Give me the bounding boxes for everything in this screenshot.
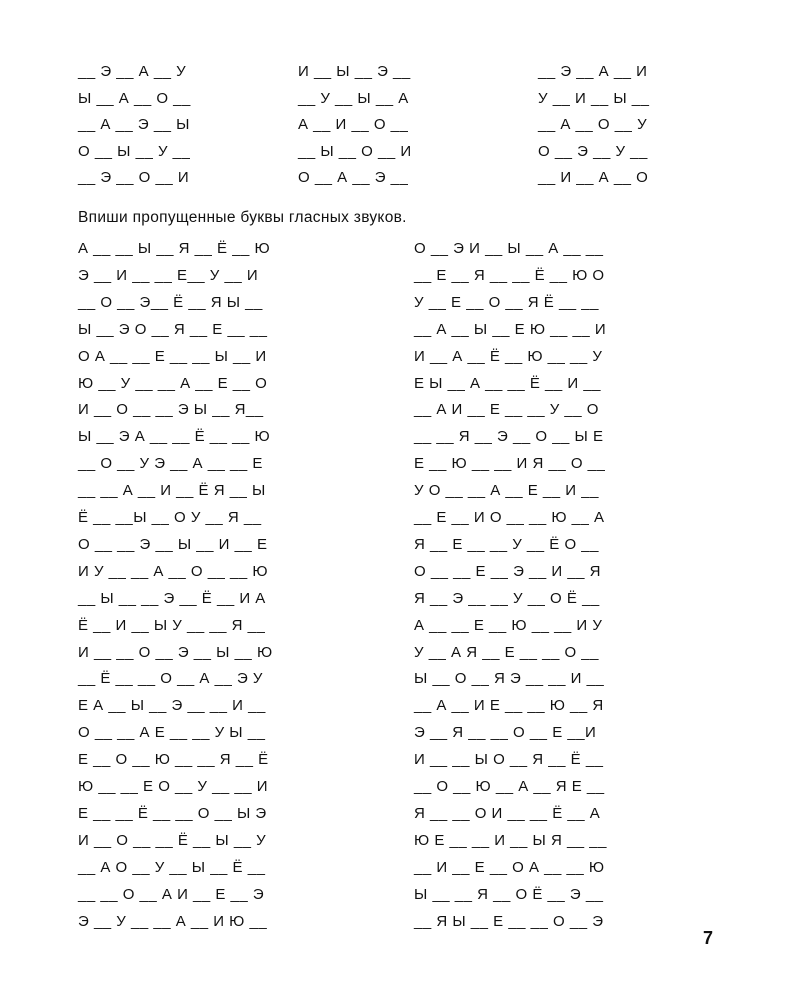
exercise-line: __ Э __ А __ У [78, 63, 187, 80]
exercise-line: О __ __ Э __ Ы __ И __ Е [78, 535, 268, 553]
exercise-line: __ О __ У Э __ А __ __ Е [78, 455, 263, 473]
exercise-line: О __ А __ Э __ [298, 169, 409, 186]
exercise-line: О __ Э И __ Ы __ А __ __ [414, 240, 604, 257]
exercise-line: И У __ __ А __ О __ __ Ю [78, 562, 269, 580]
exercise-line: О __ Ы __ У __ [78, 142, 191, 160]
exercise-line: О __ Э __ У __ [538, 142, 648, 160]
exercise-line: __ А О __ У __ Ы __ Ё __ [78, 858, 266, 876]
exercise-line: __ Я Ы __ Е __ __ О __ Э [414, 912, 604, 930]
exercise-line: Э __ Я __ __ О __ Е __И [414, 724, 597, 742]
exercise-line: Ы __ О __ Я Э __ __ И __ [414, 670, 605, 688]
exercise-line: __ А __ И Е __ __ Ю __ Я [414, 697, 604, 715]
exercise-line: Е Ы __ А __ __ Ё __ И __ [414, 374, 602, 392]
exercise-line: О __ __ А Е __ __ У Ы __ [78, 724, 266, 742]
exercise-line: __ А __ Ы __ Е Ю __ __ И [414, 320, 607, 338]
exercise-line: И __ А __ Ё __ Ю __ __ У [414, 347, 603, 365]
exercise-line: __ Ё __ __ О __ А __ Э У [78, 670, 263, 688]
exercise-line: __ __ А __ И __ Ё Я __ Ы [78, 482, 266, 500]
exercise-line: Я __ Е __ __ У __ Ё О __ [414, 535, 599, 553]
exercise-line: __ Е __ Я __ __ Ё __ Ю О [414, 266, 605, 284]
exercise-line: Я __ Э __ __ У __ О Ё __ [414, 589, 600, 607]
exercise-line: __ Е __ И О __ __ Ю __ А [414, 509, 605, 526]
instruction-text: Впиши пропущенные буквы гласных звуков. [78, 209, 407, 226]
exercise-line: Ю __ У __ __ А __ Е __ О [78, 374, 268, 392]
exercise-line: О А __ __ Е __ __ Ы __ И [78, 347, 267, 365]
exercise-line: Э __ И __ __ Е__ У __ И [78, 266, 259, 284]
exercise-line: И __ О __ __ Ё __ Ы __ У [78, 831, 267, 849]
exercise-line: Е __ __ Ё __ __ О __ Ы Э [78, 804, 267, 822]
exercise-line: Ю Е __ __ И __ Ы Я __ __ [414, 831, 607, 849]
exercise-line: Ы __ __ Я __ О Ё __ Э __ [414, 885, 604, 903]
exercise-line: __ Ы __ О __ И [298, 142, 412, 160]
exercise-line: __ А И __ Е __ __ У __ О [414, 401, 599, 419]
exercise-line: И __ __ О __ Э __ Ы __ Ю [78, 643, 273, 661]
exercise-line: У __ А Я __ Е __ __ О __ [414, 643, 599, 661]
exercise-line: У О __ __ А __ Е __ И __ [414, 482, 599, 500]
exercise-line: __ У __ Ы __ А [298, 89, 409, 107]
exercise-line: __ И __ А __ О [538, 169, 649, 186]
exercise-line: Ё __ __Ы __ О У __ Я __ [78, 509, 262, 526]
exercise-line: __ А __ Э __ Ы [78, 116, 190, 133]
exercise-line: А __ __ Е __ Ю __ __ И У [414, 616, 603, 634]
exercise-line: Ю __ __ Е О __ У __ __ И [78, 778, 269, 795]
exercise-line: __ Э __ А __ И [538, 63, 648, 80]
exercise-line: У __ Е __ О __ Я Ё __ __ [414, 293, 599, 311]
exercise-line: __ __ О __ А И __ Е __ Э [78, 885, 265, 903]
exercise-line: __ Э __ О __ И [78, 169, 190, 186]
exercise-line: А __ __ Ы __ Я __ Ё __ Ю [78, 240, 271, 257]
exercise-line: Ы __ Э А __ __ Ё __ __ Ю [78, 428, 271, 446]
exercise-line: __ А __ О __ У [538, 116, 648, 133]
page-number: 7 [703, 928, 714, 948]
exercise-line: Е __ Ю __ __ И Я __ О __ [414, 455, 606, 473]
exercise-line: У __ И __ Ы __ [538, 89, 650, 107]
exercise-line: Ы __ Э О __ Я __ Е __ __ [78, 320, 268, 338]
exercise-line: Ё __ И __ Ы У __ __ Я __ [78, 616, 266, 634]
exercise-line: И __ Ы __ Э __ [298, 63, 411, 80]
exercise-line: __ __ Я __ Э __ О __ Ы Е [414, 428, 604, 446]
exercise-line: О __ __ Е __ Э __ И __ Я [414, 562, 601, 580]
exercise-line: Ы __ А __ О __ [78, 89, 191, 107]
exercise-line: Э __ У __ __ А __ И Ю __ [78, 912, 268, 930]
exercise-line: __ Ы __ __ Э __ Ё __ И А [78, 589, 266, 607]
exercise-line: А __ И __ О __ [298, 116, 409, 133]
exercise-line: Е А __ Ы __ Э __ __ И __ [78, 697, 266, 715]
exercise-line: Я __ __ О И __ __ Ё __ А [414, 804, 601, 822]
exercise-line: __ О __ Ю __ А __ Я Е __ [414, 778, 605, 795]
exercise-line: И __ __ Ы О __ Я __ Ё __ [414, 751, 604, 769]
exercise-line: __ О __ Э__ Ё __ Я Ы __ [78, 293, 263, 311]
exercise-line: И __ О __ __ Э Ы __ Я__ [78, 401, 264, 419]
exercise-line: __ И __ Е __ О А __ __ Ю [414, 858, 605, 876]
exercise-line: Е __ О __ Ю __ __ Я __ Ё [78, 751, 269, 769]
